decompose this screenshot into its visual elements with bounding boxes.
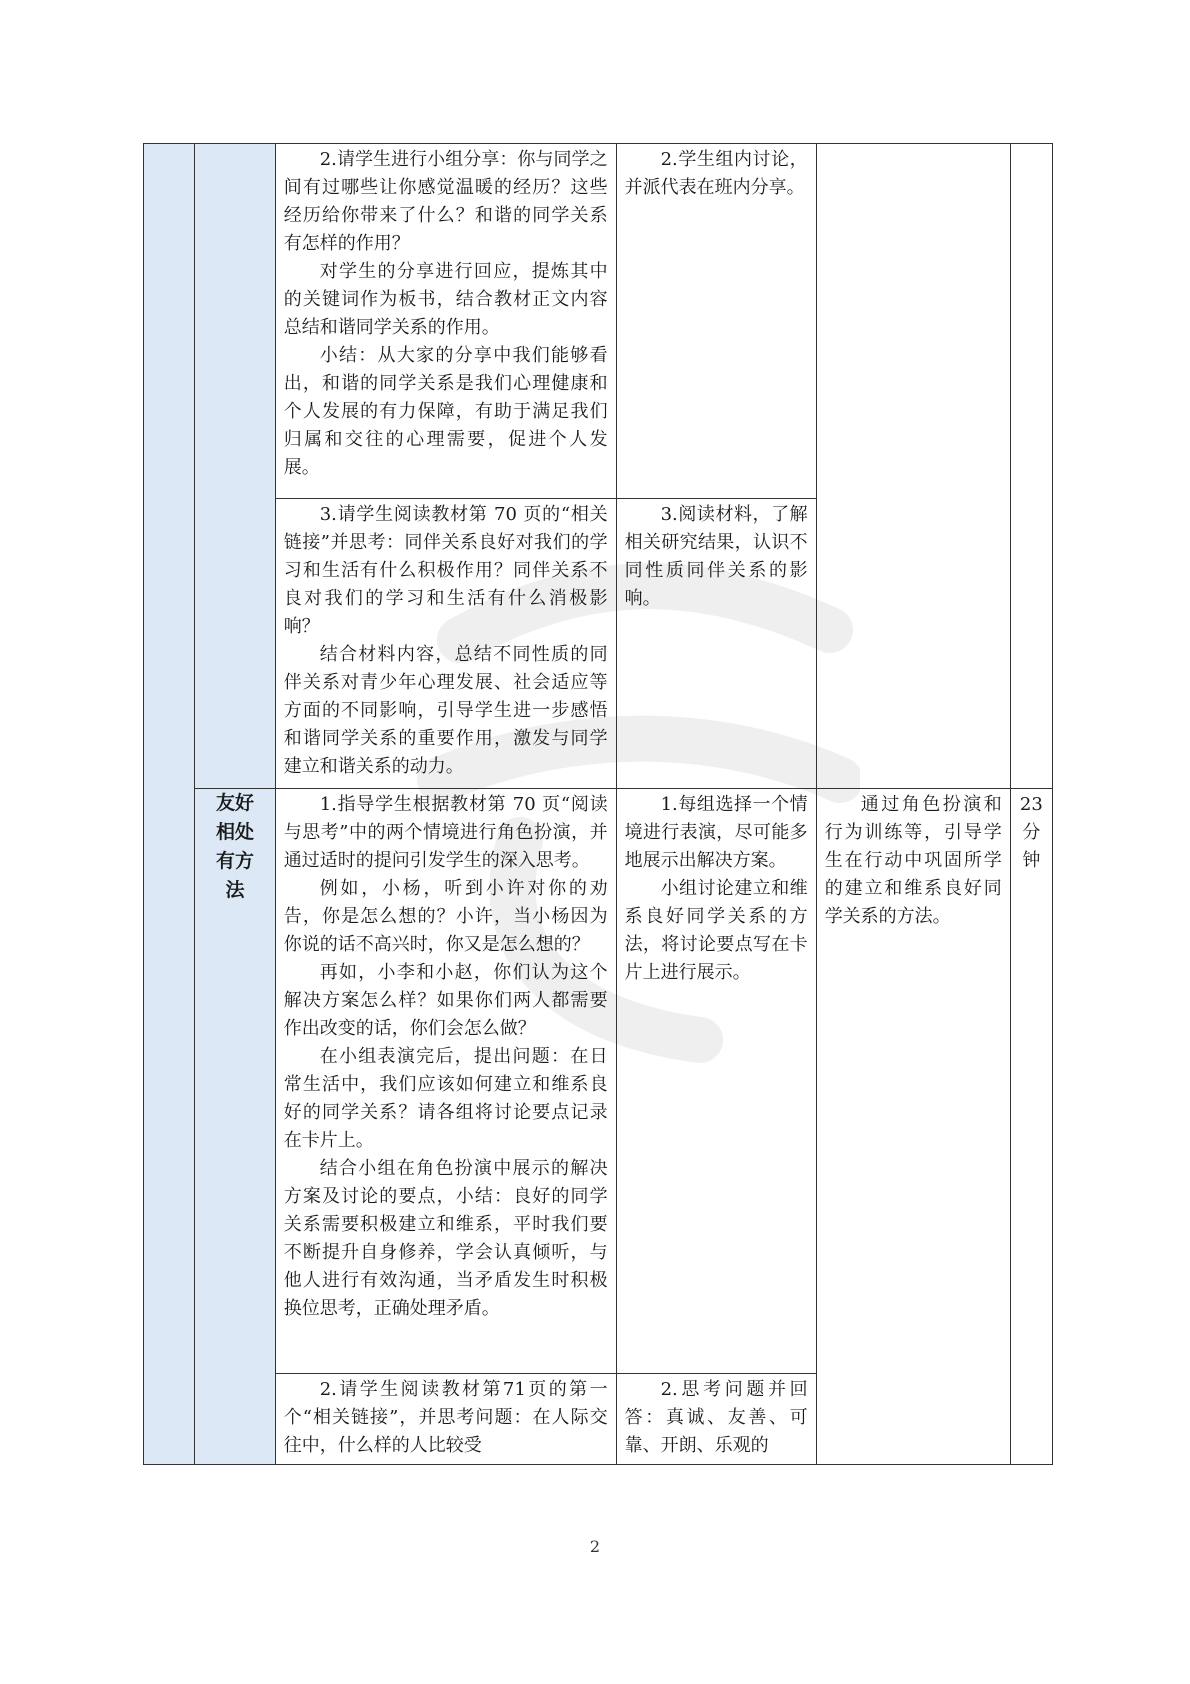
student-paragraph: 1.每组选择一个情境进行表演，尽可能多地展示出解决方案。 — [624, 794, 808, 871]
teacher-paragraph: 结合材料内容，总结不同性质的同伴关系对青少年心理发展、社会适应等方面的不同影响，引导学生进一步感悟和谐同学关系的重要作用，激发与同学建立和谐关系的动力。 — [283, 644, 608, 777]
teacher-paragraph: 2.请学生阅读教材第71页的第一个“相关链接”，并思考问题：在人际交往中，什么样的人比较受 — [283, 1379, 608, 1456]
teacher-activity-cell — [275, 499, 616, 789]
teacher-paragraph: 2.请学生进行小组分享：你与同学之间有过哪些让你感觉温暖的经历？这些经历给你带来了什么？和谐的同学关系有怎样的作用？ — [283, 149, 608, 254]
purpose-paragraph: 通过角色扮演和行为训练等，引导学生在行动中巩固所学的建立和维系良好同学关系的方法。 — [824, 794, 1002, 927]
section-cell-prev — [195, 144, 275, 789]
teacher-activity-cell — [275, 1374, 616, 1465]
page-number: 2 — [589, 1537, 601, 1556]
teacher-paragraph: 对学生的分享进行回应，提炼其中的关键词作为板书，结合教材正文内容总结和谐同学关系的作用。 — [283, 261, 608, 338]
purpose-cell-prev — [816, 144, 1010, 789]
table-row — [144, 144, 1053, 499]
lesson-plan-table — [143, 143, 1053, 1465]
time-cell-prev — [1010, 144, 1052, 789]
purpose-cell — [816, 789, 1010, 1465]
time-cell — [1010, 789, 1052, 1465]
student-paragraph: 2.思考问题并回答：真诚、友善、可靠、开朗、乐观的 — [624, 1379, 808, 1456]
section-title: 友好 相处 有方 法 — [215, 792, 254, 901]
time-label: 23 分 钟 — [1019, 794, 1043, 871]
student-paragraph: 2.学生组内讨论，并派代表在班内分享。 — [624, 149, 808, 198]
student-paragraph: 小组讨论建立和维系良好同学关系的方法，将讨论要点写在卡片上进行展示。 — [624, 878, 808, 983]
student-activity-cell — [616, 499, 816, 789]
stage-column — [144, 144, 195, 1465]
student-paragraph: 3.阅读材料，了解相关研究结果，认识不同性质同伴关系的影响。 — [624, 504, 808, 609]
teacher-paragraph: 3.请学生阅读教材第 70 页的“相关链接”并思考：同伴关系良好对我们的学习和生活有什么积极作用？同伴关系不良对我们的学习和生活有什么消极影响？ — [283, 504, 608, 637]
teacher-activity-cell — [275, 789, 616, 1374]
teacher-paragraph: 1.指导学生根据教材第 70 页“阅读与思考”中的两个情境进行角色扮演，并通过适时的提问引发学生的深入思考。 — [283, 794, 608, 871]
teacher-paragraph: 在小组表演完后，提出问题：在日常生活中，我们应该如何建立和维系良好的同学关系？请各组将讨论要点记录在卡片上。 — [283, 1046, 608, 1151]
teacher-paragraph: 再如，小李和小赵，你们认为这个解决方案怎么样？如果你们两人都需要作出改变的话，你们会怎么做？ — [283, 962, 608, 1039]
teacher-activity-cell — [275, 144, 616, 499]
student-activity-cell — [616, 1374, 816, 1465]
table-row — [144, 789, 1053, 1374]
teacher-paragraph: 结合小组在角色扮演中展示的解决方案及讨论的要点，小结：良好的同学关系需要积极建立和维系，平时我们要不断提升自身修养，学会认真倾听，与他人进行有效沟通，当矛盾发生时积极换位思考，正确处理矛盾。 — [283, 1158, 608, 1319]
student-activity-cell — [616, 144, 816, 499]
teacher-paragraph: 小结：从大家的分享中我们能够看出，和谐的同学关系是我们心理健康和个人发展的有力保障，有助于满足我们归属和交往的心理需要，促进个人发展。 — [283, 345, 608, 478]
teacher-paragraph: 例如，小杨，听到小许对你的劝告，你是怎么想的？小许，当小杨因为你说的话不高兴时，你又是怎么想的？ — [283, 878, 608, 955]
student-activity-cell — [616, 789, 816, 1374]
section-cell — [195, 789, 275, 1465]
